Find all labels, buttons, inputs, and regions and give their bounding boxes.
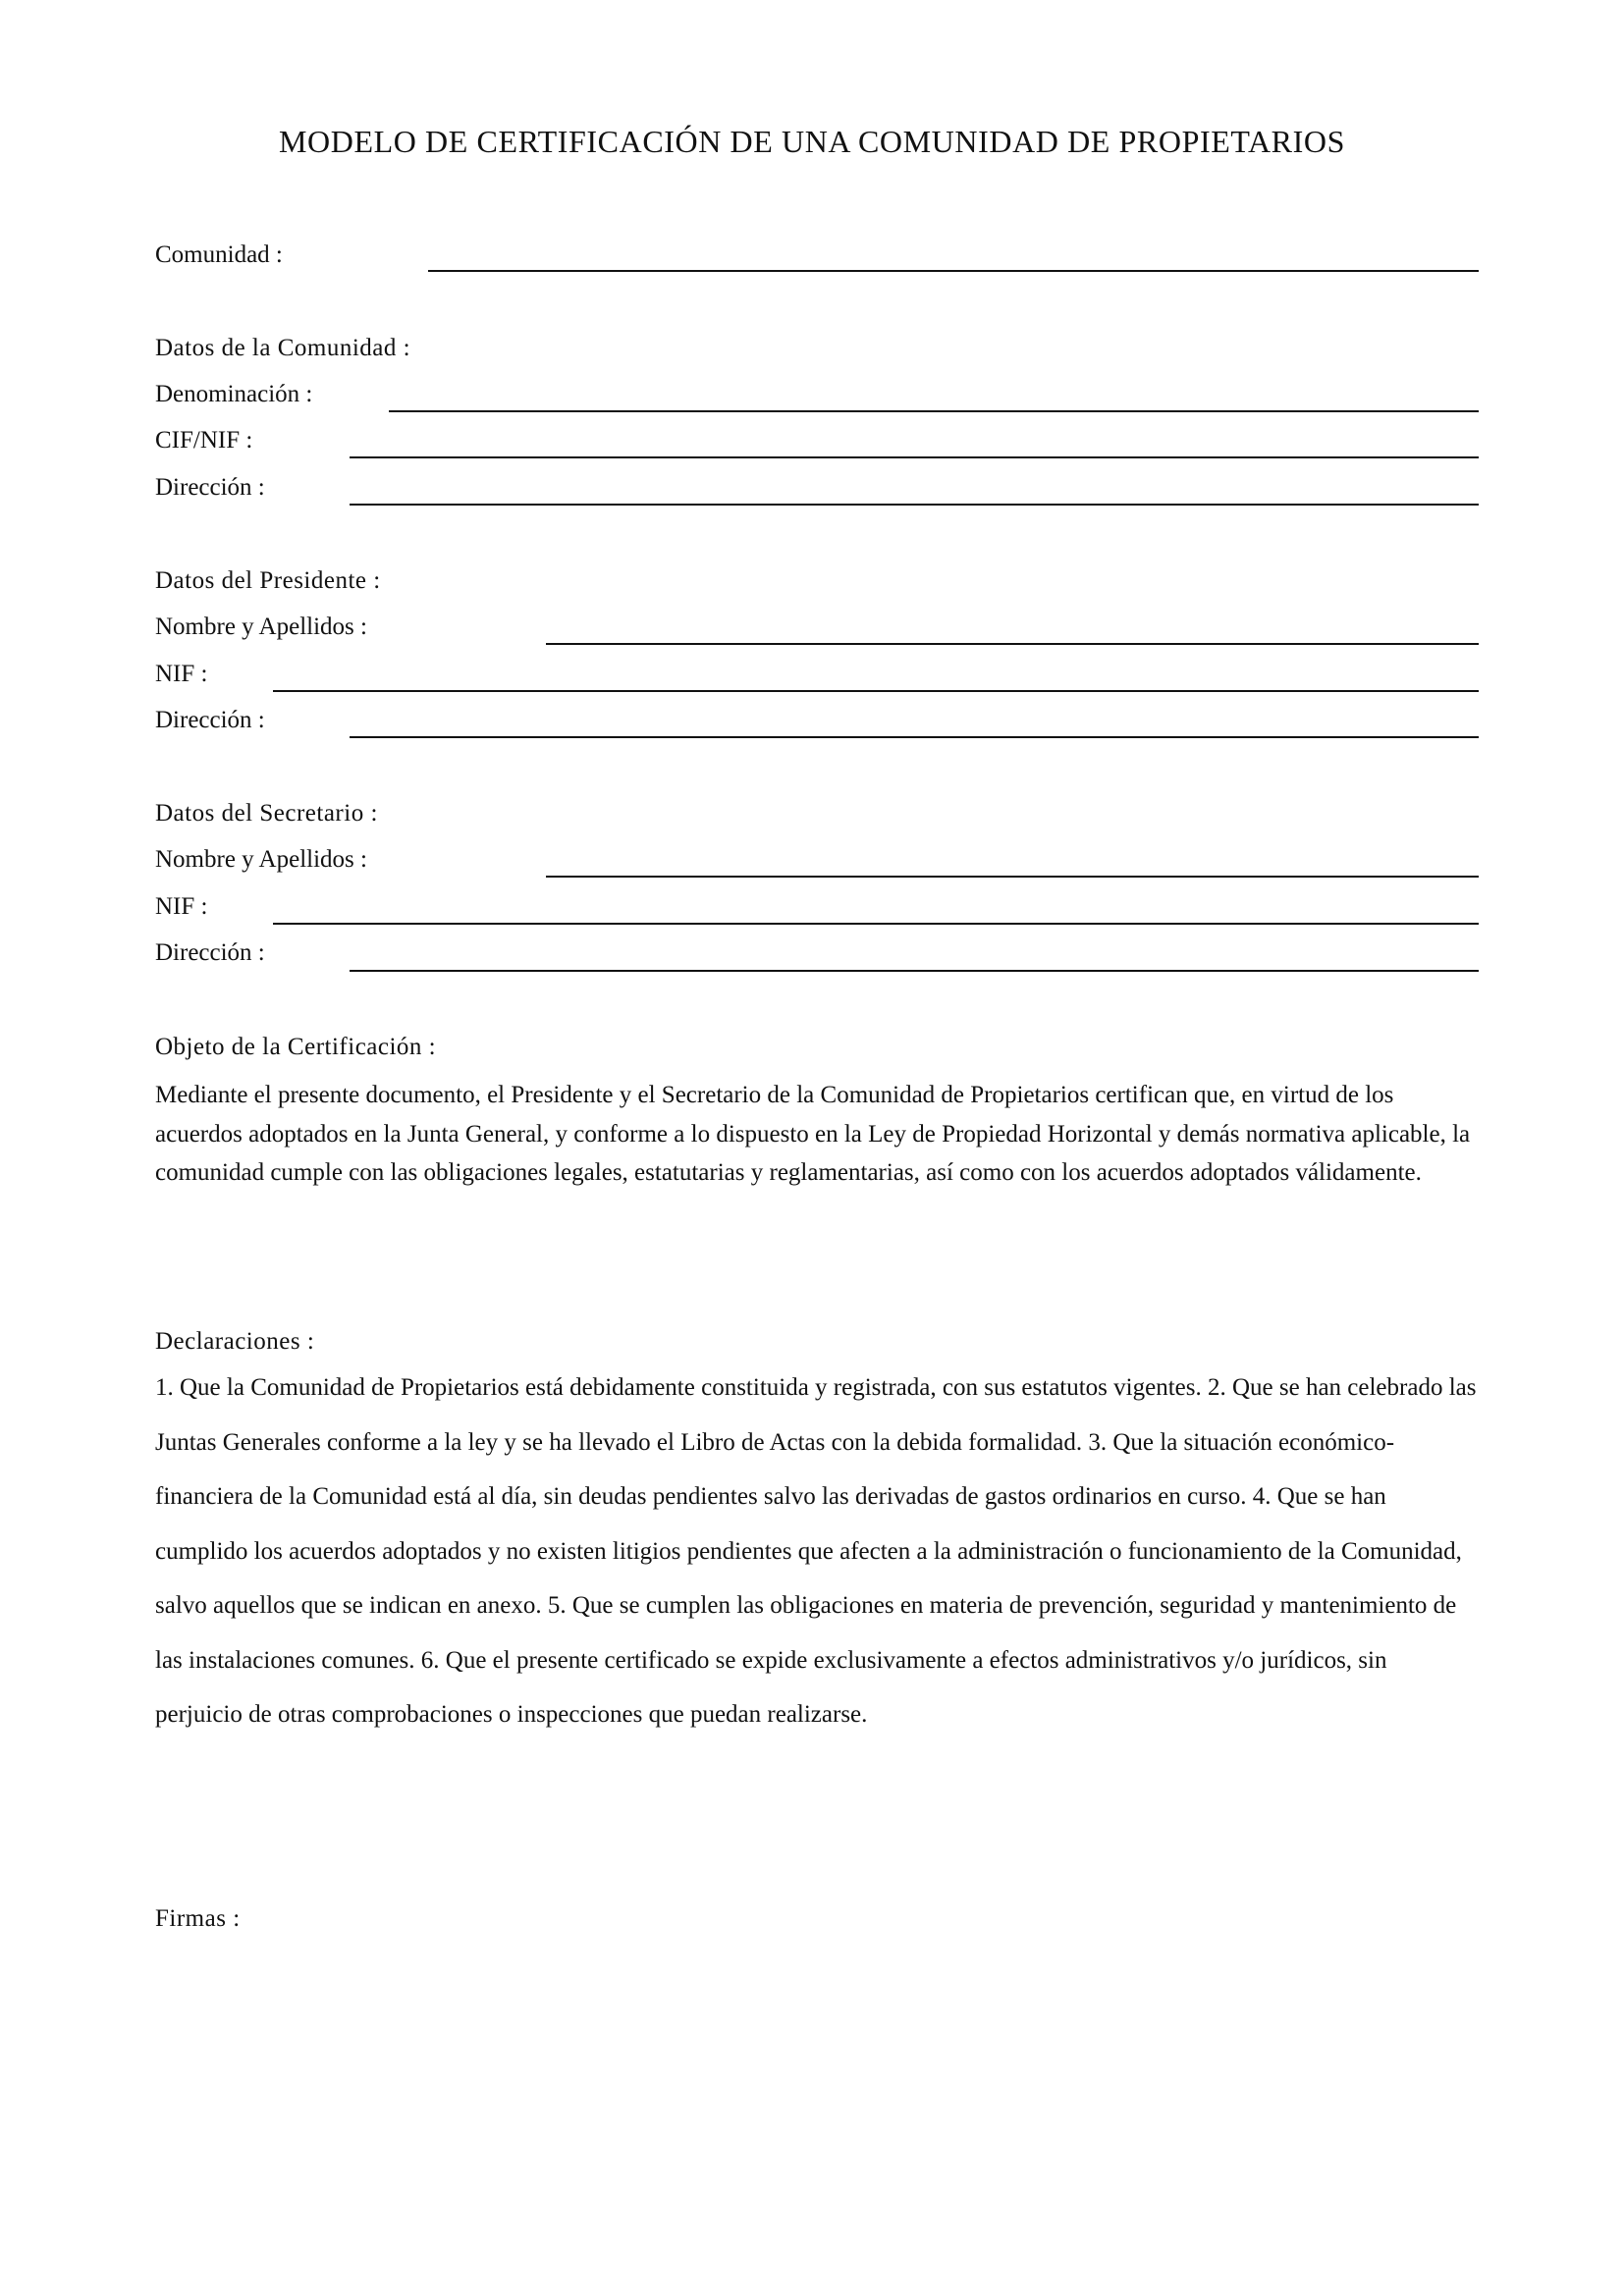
secretario-direccion-field[interactable]: [350, 970, 1479, 972]
presidente-nif-field[interactable]: [273, 690, 1479, 692]
presidente-nombre-label: Nombre y Apellidos :: [155, 614, 367, 640]
presidente-direccion-field[interactable]: [350, 736, 1479, 738]
cif-field[interactable]: [350, 456, 1479, 458]
datos-presidente-heading: Datos del Presidente :: [155, 567, 381, 594]
datos-comunidad-heading: Datos de la Comunidad :: [155, 335, 411, 361]
secretario-nombre-label: Nombre y Apellidos :: [155, 846, 367, 873]
secretario-direccion-label: Dirección :: [155, 939, 265, 966]
objeto-heading: Objeto de la Certificación :: [155, 1034, 437, 1060]
comunidad-direccion-label: Dirección :: [155, 474, 265, 501]
comunidad-label: Comunidad :: [155, 241, 283, 268]
secretario-nombre-field[interactable]: [546, 876, 1479, 878]
denominacion-field[interactable]: [389, 410, 1479, 412]
objeto-text: Mediante el presente documento, el Presidente y el Secretario de la Comunidad de Propietarios certifican que, en virtud de los acuerdos adoptados en la Junta General, y conforme a lo dispuesto en la Ley de Propiedad Horizontal y demás normativa aplicable, la comunidad cumple con las obligaciones legales, estatutarias y reglamentarias, así como con los acuerdos adoptados válidamente.: [155, 1082, 1471, 1186]
presidente-nombre-field[interactable]: [546, 643, 1479, 645]
denominacion-label: Denominación :: [155, 381, 313, 407]
declaraciones-text: 1. Que la Comunidad de Propietarios está debidamente constituida y registrada, con sus estatutos vigentes. 2. Que se han celebrado las Juntas Generales conforme a la ley y se ha llevado el Libro de Actas con la debida formalidad. 3. Que la situación económico-financiera de la Comunidad está al día, sin deudas pendientes salvo las derivadas de gastos ordinarios en curso. 4. Que se han cumplido los acuerdos adoptados y no existen litigios pendientes que afecten a la administración o funcionamiento de la Comunidad, salvo aquellos que se indican en anexo. 5. Que se cumplen las obligaciones en materia de prevención, seguridad y mantenimiento de las instalaciones comunes. 6. Que el presente certificado se expide exclusivamente a efectos administrativos y/o jurídicos, sin perjuicio de otras comprobaciones o inspecciones que puedan realizarse.: [155, 1374, 1477, 1728]
presidente-direccion-label: Dirección :: [155, 707, 265, 733]
datos-secretario-heading: Datos del Secretario :: [155, 800, 378, 827]
firmas-heading: Firmas :: [155, 1905, 241, 1932]
secretario-nif-field[interactable]: [273, 923, 1479, 925]
secretario-nif-label: NIF :: [155, 893, 208, 920]
comunidad-direccion-field[interactable]: [350, 504, 1479, 506]
comunidad-field[interactable]: [428, 270, 1479, 272]
declaraciones-heading: Declaraciones :: [155, 1328, 315, 1355]
document-title: MODELO DE CERTIFICACIÓN DE UNA COMUNIDAD DE PROPIETARIOS: [278, 124, 1345, 159]
presidente-nif-label: NIF :: [155, 661, 208, 687]
cif-label: CIF/NIF :: [155, 427, 253, 454]
